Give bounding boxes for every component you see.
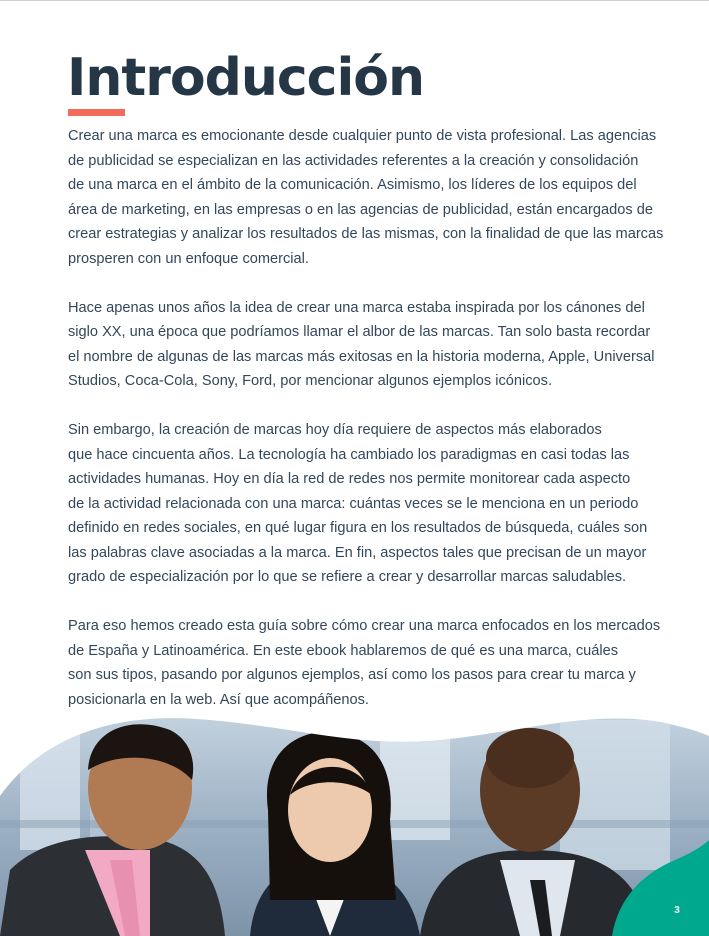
title-accent-bar: [68, 109, 125, 116]
paragraph-1: [68, 124, 664, 271]
text-line: crear estrategias y analizar los resultados de las mismas, con la finalidad de que las marcas: [68, 226, 664, 242]
text-line: de una marca en el ámbito de la comunicación. Asimismo, los líderes de los equipos del: [68, 177, 637, 193]
text-line: el nombre de algunas de las marcas más exitosas en la historia moderna, Apple, Universal: [68, 348, 655, 365]
text-line: definido en redes sociales, en qué lugar figura en los resultados de búsqueda, cuáles son: [68, 520, 648, 536]
text-line: Para eso hemos creado esta guía sobre cómo crear una marca enfocados en los mercados: [68, 618, 661, 634]
text-line: de publicidad se especializan en las actividades referentes a la creación y consolidación: [68, 152, 639, 169]
paragraph-3: [68, 418, 648, 590]
text-line: actividades humanas. Hoy en día la red de redes nos permite monitorear cada aspecto: [68, 471, 631, 487]
text-line: prosperen con un enfoque comercial.: [68, 250, 309, 267]
text-line: que hace cincuenta años. La tecnología ha cambiado los paradigmas en casi todas las: [68, 446, 630, 463]
page-number: 3: [674, 905, 680, 916]
text-line: las palabras clave asociadas a la marca. En fin, aspectos tales que precisan de un mayor: [68, 544, 647, 561]
top-border: [0, 0, 709, 1]
text-line: Studios, Coca-Cola, Sony, Ford, por mencionar algunos ejemplos icónicos.: [68, 373, 552, 389]
business-team-photo: [0, 700, 709, 936]
text-line: Sin embargo, la creación de marcas hoy día requiere de aspectos más elaborados: [68, 422, 602, 438]
paragraph-2: [68, 296, 655, 394]
text-line: son sus tipos, pasando por algunos ejemplos, así como los pasos para crear tu marca y: [68, 667, 636, 683]
intro-body: [68, 124, 664, 737]
text-line: grado de especialización por lo que se refiere a crear y desarrollar marcas saludables.: [68, 569, 627, 585]
text-line: de España y Latinoamérica. En este ebook hablaremos de qué es una marca, cuáles: [68, 642, 619, 659]
paragraph-4: [68, 614, 661, 712]
text-line: Hace apenas unos años la idea de crear una marca estaba inspirada por los cánones del: [68, 299, 645, 316]
photo-content: [0, 700, 709, 936]
text-line: posicionarla en la web. Así que acompáñenos.: [68, 691, 369, 708]
text-line: siglo XX, una época que podríamos llamar el albor de las marcas. Tan solo basta recordar: [68, 324, 651, 340]
text-line: área de marketing, en las empresas o en las agencias de publicidad, están encargados de: [68, 201, 653, 218]
page-title: Introducción: [67, 48, 425, 108]
text-line: Crear una marca es emocionante desde cualquier punto de vista profesional. Las agencias: [68, 128, 657, 144]
text-line: de la actividad relacionada con una marca: cuántas veces se le menciona en un periodo: [68, 495, 639, 512]
